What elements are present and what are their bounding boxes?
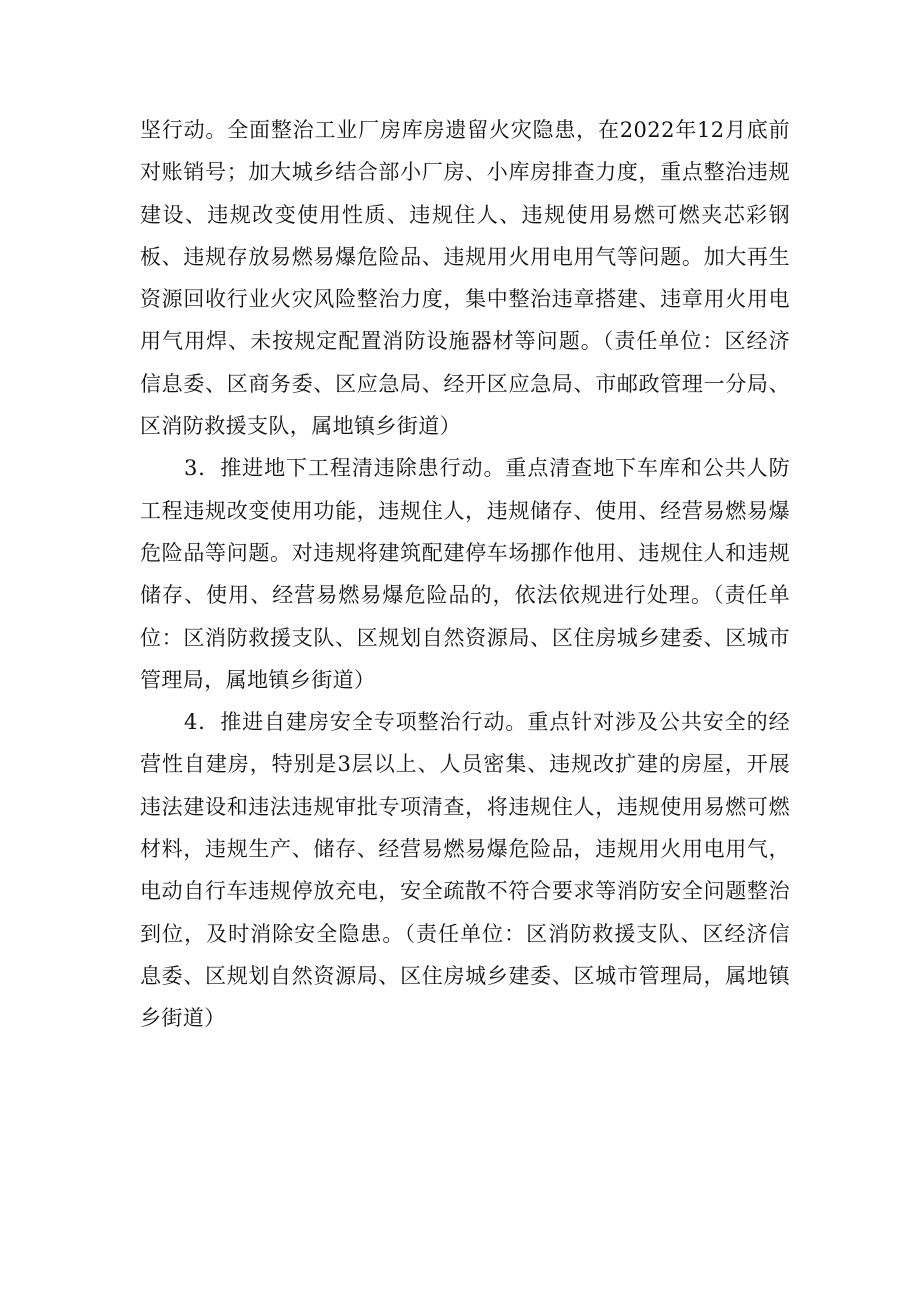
paragraph-item-3: 3．推进地下工程清违除患行动。重点清查地下车库和公共人防工程违规改变使用功能，违规住人，违规储存、使用、经营易燃易爆危险品等问题。对违规将建筑配建停车场挪作他用、违规住人和违规储存、使用、经营易燃易爆危险品的，依法依规进行处理。（责任单位：区消防救援支队、区规划自然资源局、区住房城乡建委、区城市管理局，属地镇乡街道） [140, 456, 790, 692]
document-body [140, 109, 790, 1040]
paragraph-item-4: 4．推进自建房安全专项整治行动。重点针对涉及公共安全的经营性自建房，特别是3层以上、人员密集、违规改扩建的房屋，开展违法建设和违法违规审批专项清查，将违规住人，违规使用易燃可燃材料，违规生产、储存、经营易燃易爆危险品，违规用火用电用气，电动自行车违规停放充电，安全疏散不符合要求等消防安全问题整治到位，及时消除安全隐患。（责任单位：区消防救援支队、区经济信息委、区规划自然资源局、区住房城乡建委、区城市管理局，属地镇乡街道） [140, 710, 790, 1031]
paragraph-continuation: 坚行动。全面整治工业厂房库房遗留火灾隐患，在2022年12月底前对账销号；加大城乡结合部小厂房、小库房排查力度，重点整治违规建设、违规改变使用性质、违规住人、违规使用易燃可燃夹芯彩钢板、违规存放易燃易爆危险品、违规用火用电用气等问题。加大再生资源回收行业火灾风险整治力度，集中整治违章搭建、违章用火用电用气用焊、未按规定配置消防设施器材等问题。（责任单位：区经济信息委、区商务委、区应急局、经开区应急局、市邮政管理一分局、区消防救援支队，属地镇乡街道） [140, 118, 790, 439]
